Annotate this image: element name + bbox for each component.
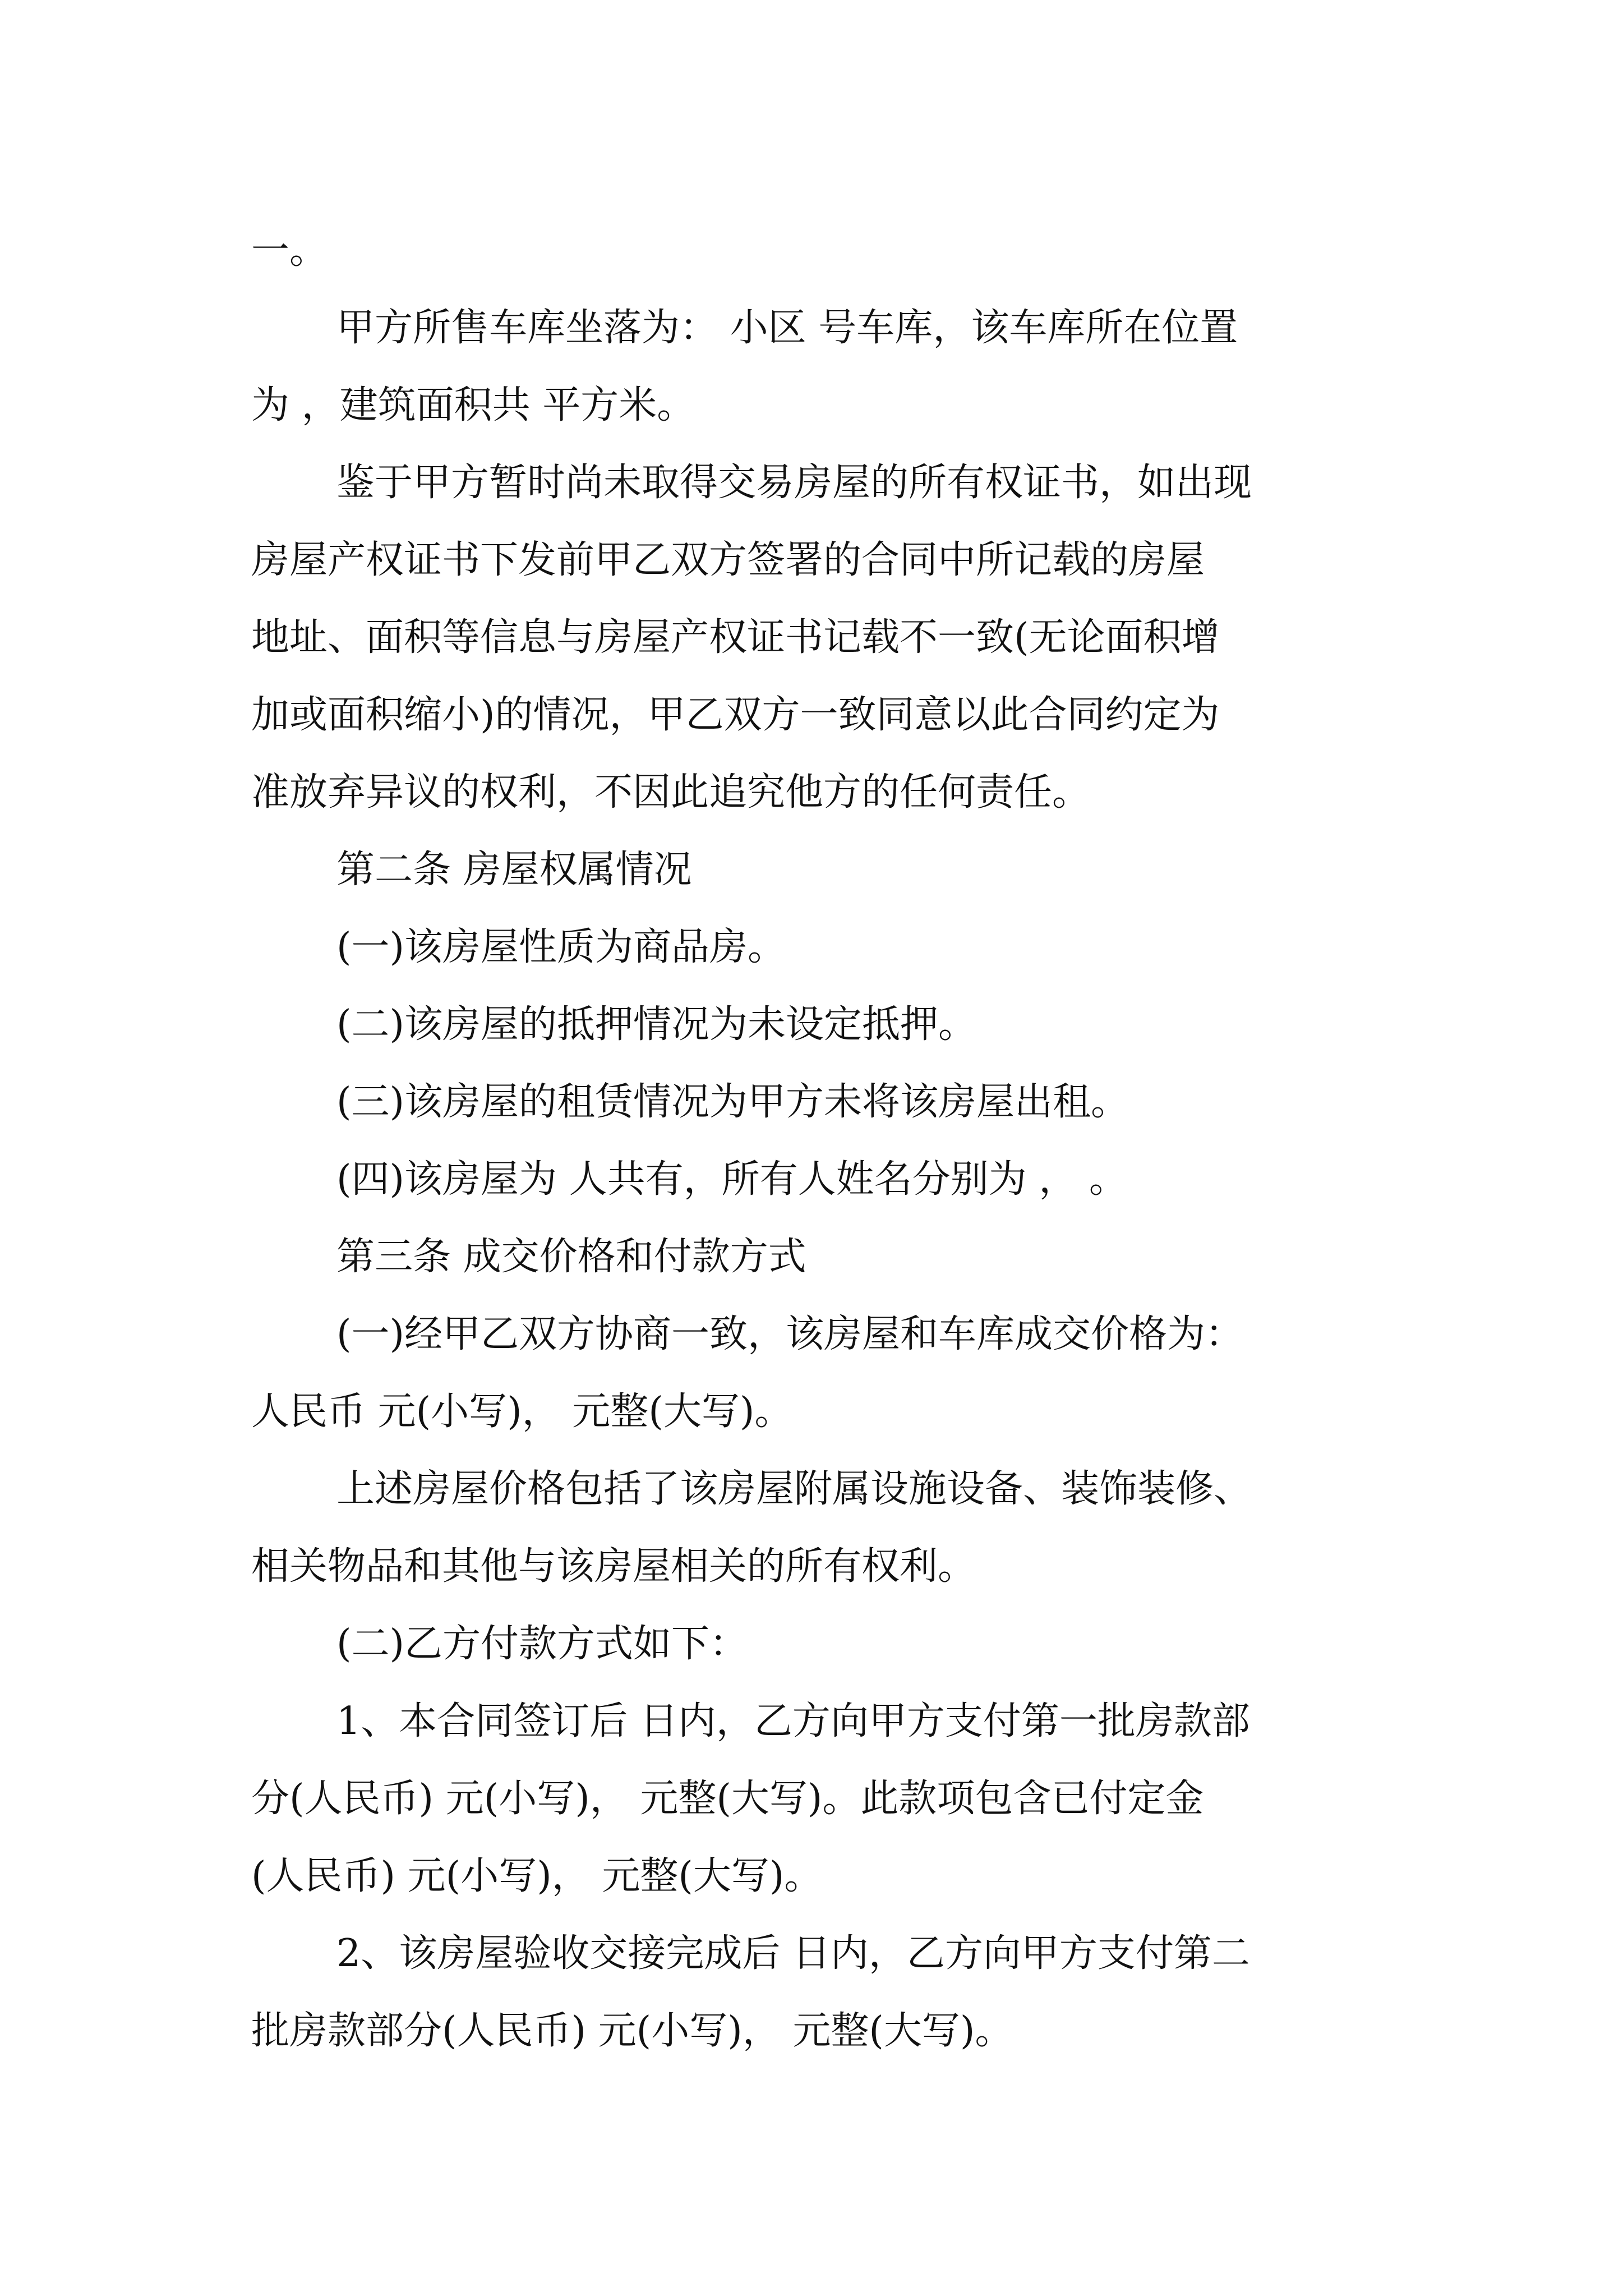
- text-line: 分(人民币) 元(小写)， 元整(大写)。此款项包含已付定金: [251, 1777, 1204, 1821]
- text-line: 为 ，建筑面积共 平方米。: [251, 383, 695, 427]
- text-line: 1、本合同签订后 日内，乙方向甲方支付第一批房款部: [336, 1699, 1250, 1743]
- text-line: (一)经甲乙双方协商一致，该房屋和车库成交价格为：: [336, 1312, 1244, 1356]
- text-line: (二)乙方付款方式如下：: [336, 1622, 748, 1666]
- text-line: 地址、面积等信息与房屋产权证书记载不一致(无论面积增: [251, 615, 1220, 660]
- text-line: (人民币) 元(小写)， 元整(大写)。: [251, 1854, 823, 1898]
- text-line: (二)该房屋的抵押情况为未设定抵押。: [336, 1002, 977, 1047]
- contract-text: [251, 212, 1395, 2070]
- section-heading: 第三条 成交价格和付款方式: [336, 1235, 806, 1279]
- text-line: (三)该房屋的租赁情况为甲方未将该房屋出租。: [336, 1080, 1129, 1124]
- section-heading: 第二条 房屋权属情况: [336, 848, 692, 892]
- text-line: 加或面积缩小)的情况，甲乙双方一致同意以此合同约定为: [251, 693, 1220, 737]
- text-line: (一)该房屋性质为商品房。: [336, 925, 786, 969]
- text-line: 房屋产权证书下发前甲乙双方签署的合同中所记载的房屋: [251, 538, 1205, 582]
- text-line: 相关物品和其他与该房屋相关的所有权利。: [251, 1544, 976, 1589]
- text-line: 甲方所售车库坐落为： 小区 号车库，该车库所在位置: [336, 306, 1238, 350]
- text-line: 2、该房屋验收交接完成后 日内，乙方向甲方支付第二: [336, 1931, 1250, 1976]
- text-line: 批房款部分(人民币) 元(小写)， 元整(大写)。: [251, 2009, 1013, 2053]
- text-line: 鉴于甲方暂时尚未取得交易房屋的所有权证书，如出现: [336, 461, 1252, 505]
- text-line: 上述房屋价格包括了该房屋附属设施设备、装饰装修、: [336, 1467, 1252, 1511]
- text-line: (四)该房屋为 人共有，所有人姓名分别为 ， 。: [336, 1157, 1127, 1202]
- text-line: 一。: [251, 228, 328, 273]
- text-line: 人民币 元(小写)， 元整(大写)。: [251, 1389, 793, 1434]
- text-line: 准放弃异议的权利，不因此追究他方的任何责任。: [251, 770, 1091, 815]
